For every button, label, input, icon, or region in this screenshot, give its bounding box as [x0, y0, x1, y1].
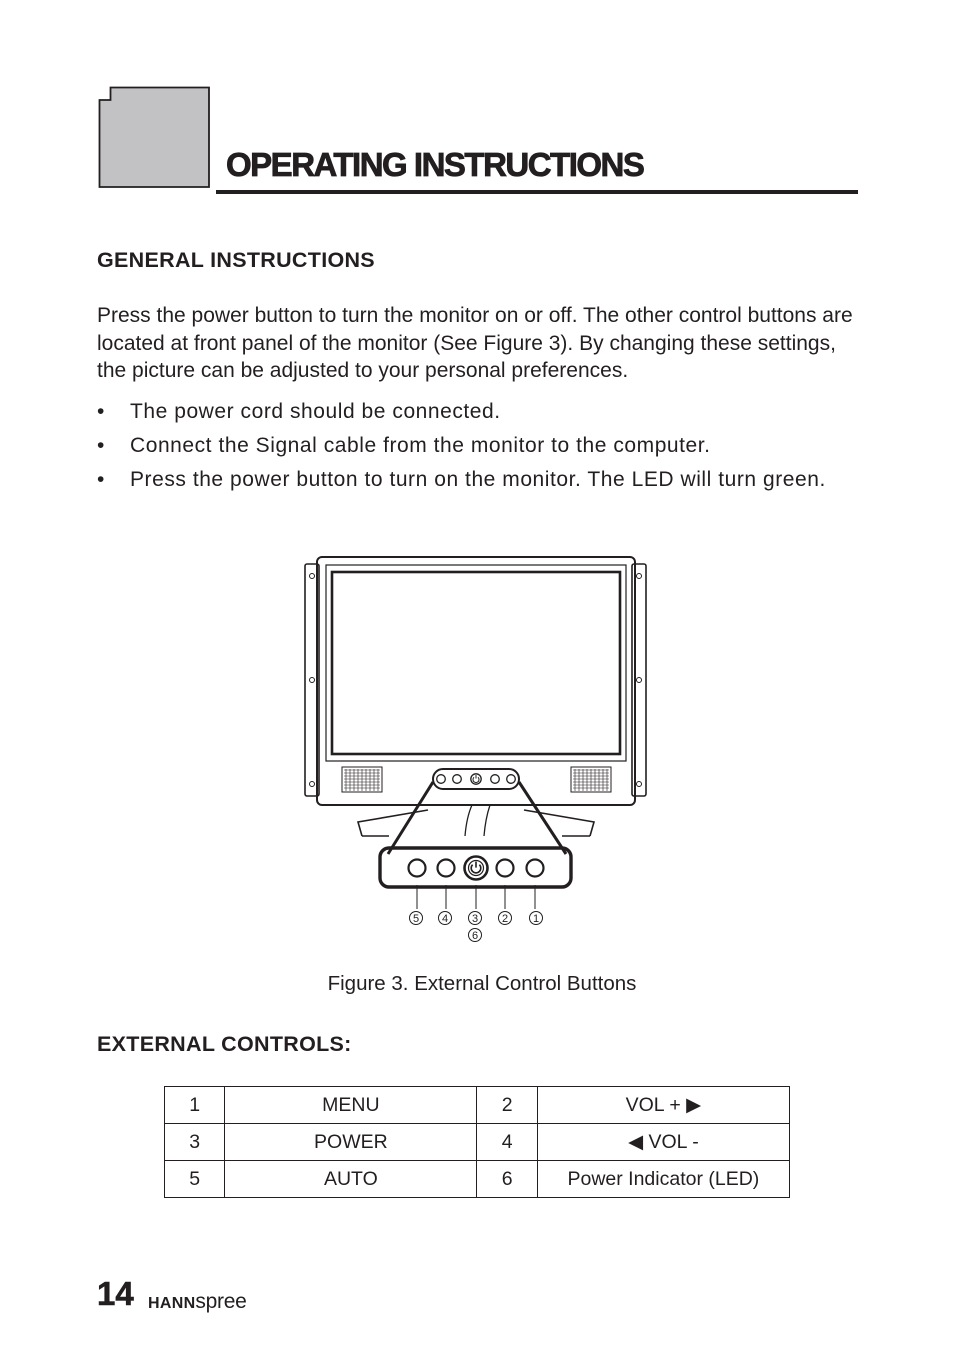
list-item-text: Press the power button to turn on the monitor. The LED will turn green.: [130, 468, 826, 491]
callout-6: 6: [471, 930, 479, 942]
chapter-tab-graphic: [98, 86, 211, 188]
external-controls-table: [164, 1086, 790, 1198]
callout-4: 4: [441, 913, 449, 925]
table-row: [165, 1124, 790, 1161]
list-item: [97, 432, 837, 460]
screen: [332, 572, 620, 754]
table-row: [165, 1161, 790, 1198]
page-title: OPERATING INSTRUCTIONS: [226, 146, 644, 183]
callout-1: 1: [532, 913, 540, 925]
intro-paragraph: Press the power button to turn the monitor on or off. The other control buttons are located at front panel of the monitor (See Figure 3). By changing these settings, the picture can be adjusted to your personal preferences.: [97, 304, 853, 382]
control-label: MENU: [225, 1087, 477, 1124]
control-label: AUTO: [225, 1161, 477, 1198]
title-rule: [216, 190, 858, 194]
power-icon: [471, 862, 481, 873]
control-number: 2: [477, 1087, 537, 1124]
control-number: 3: [165, 1124, 225, 1161]
list-item: [97, 398, 837, 426]
control-label: POWER: [225, 1124, 477, 1161]
control-number: 1: [165, 1087, 225, 1124]
callout-3: 3: [471, 913, 479, 925]
page-number: 14: [97, 1275, 134, 1312]
power-icon: [473, 775, 479, 783]
control-number: 4: [477, 1124, 537, 1161]
external-controls-heading: EXTERNAL CONTROLS:: [97, 1032, 352, 1056]
monitor-illustration: [300, 552, 652, 948]
list-item-text: The power cord should be connected.: [130, 400, 501, 423]
brand-light: spree: [195, 1290, 247, 1313]
monitor-bezel: [317, 557, 635, 805]
bullet-marker: •: [97, 434, 105, 457]
control-label: Power Indicator (LED): [537, 1161, 789, 1198]
control-label: VOL + ▶: [537, 1087, 789, 1124]
monitor-stand: [358, 805, 594, 836]
control-number: 5: [165, 1161, 225, 1198]
list-item-text: Connect the Signal cable from the monitor to the computer.: [130, 434, 711, 457]
list-item: [97, 466, 837, 494]
control-number: 6: [477, 1161, 537, 1198]
brand-logo: [148, 1288, 246, 1314]
enlarged-buttons: [409, 857, 544, 880]
brand-strong: HANN: [148, 1295, 196, 1312]
callout-2: 2: [501, 913, 509, 925]
instructions-list: [97, 398, 837, 500]
bullet-marker: •: [97, 400, 105, 423]
zoom-lines: [388, 782, 566, 854]
speaker-grille-pattern: [344, 769, 609, 791]
table-row: [165, 1087, 790, 1124]
figure-caption: Figure 3. External Control Buttons: [327, 972, 637, 995]
bullet-marker: •: [97, 468, 105, 491]
callout-5: 5: [412, 913, 420, 925]
general-instructions-heading: GENERAL INSTRUCTIONS: [97, 248, 375, 272]
screen-outer: [326, 565, 626, 761]
control-label: ◀ VOL -: [537, 1124, 789, 1161]
